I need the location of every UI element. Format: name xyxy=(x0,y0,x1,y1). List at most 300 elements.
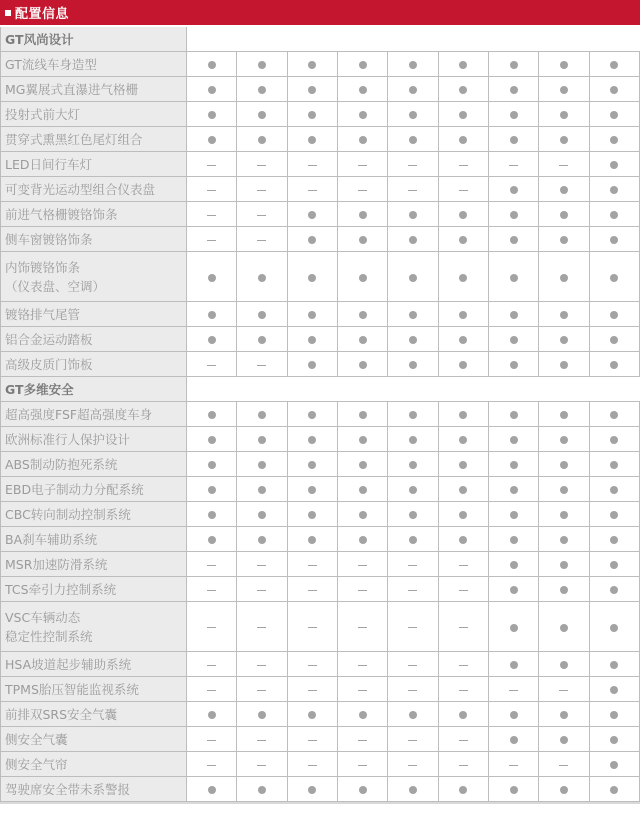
standard-dot-icon xyxy=(610,624,618,632)
spec-cell xyxy=(187,427,237,452)
not-available-dash-icon xyxy=(257,765,266,766)
spec-cell xyxy=(489,52,539,77)
spec-row-label xyxy=(1,52,187,77)
spec-cell xyxy=(539,777,589,802)
not-available-dash-icon xyxy=(207,165,216,166)
spec-label-line: GT流线车身造型 xyxy=(5,56,97,72)
standard-dot-icon xyxy=(258,536,266,544)
standard-dot-icon xyxy=(459,86,467,94)
standard-dot-icon xyxy=(409,236,417,244)
spec-cell xyxy=(288,452,338,477)
standard-dot-icon xyxy=(208,461,216,469)
spec-cell xyxy=(439,677,489,702)
standard-dot-icon xyxy=(258,61,266,69)
standard-dot-icon xyxy=(258,436,266,444)
spec-cell xyxy=(338,202,388,227)
spec-cell xyxy=(539,177,589,202)
spec-label-line: 稳定性控制系统 xyxy=(5,628,93,644)
standard-dot-icon xyxy=(560,61,568,69)
standard-dot-icon xyxy=(308,136,316,144)
standard-dot-icon xyxy=(610,211,618,219)
spec-cell xyxy=(237,177,287,202)
standard-dot-icon xyxy=(560,336,568,344)
spec-row xyxy=(1,502,640,527)
spec-label-line: 侧安全气帘 xyxy=(5,756,68,772)
standard-dot-icon xyxy=(459,536,467,544)
spec-label-line: 欧洲标准行人保护设计 xyxy=(5,431,131,447)
standard-dot-icon xyxy=(258,311,266,319)
spec-cell xyxy=(288,477,338,502)
spec-row-label xyxy=(1,777,187,802)
spec-cell xyxy=(489,577,539,602)
spec-cell xyxy=(489,727,539,752)
spec-row-label xyxy=(1,127,187,152)
standard-dot-icon xyxy=(208,511,216,519)
spec-cell xyxy=(237,477,287,502)
spec-row xyxy=(1,152,640,177)
spec-cell xyxy=(439,177,489,202)
spec-cell xyxy=(187,102,237,127)
not-available-dash-icon xyxy=(559,165,568,166)
spec-cell xyxy=(489,102,539,127)
spec-row-label xyxy=(1,477,187,502)
not-available-dash-icon xyxy=(358,627,367,628)
spec-cell xyxy=(590,327,640,352)
spec-row-label xyxy=(1,352,187,377)
spec-cell xyxy=(388,252,438,302)
spec-row-label xyxy=(1,427,187,452)
spec-cell xyxy=(288,502,338,527)
spec-cell xyxy=(237,427,287,452)
standard-dot-icon xyxy=(560,436,568,444)
spec-row xyxy=(1,702,640,727)
standard-dot-icon xyxy=(610,411,618,419)
spec-row xyxy=(1,477,640,502)
spec-cell xyxy=(388,227,438,252)
spec-cell xyxy=(288,527,338,552)
spec-cell xyxy=(288,127,338,152)
standard-dot-icon xyxy=(308,486,316,494)
standard-dot-icon xyxy=(359,511,367,519)
standard-dot-icon xyxy=(409,711,417,719)
spec-label-line: 侧安全气囊 xyxy=(5,731,68,747)
standard-dot-icon xyxy=(510,211,518,219)
not-available-dash-icon xyxy=(408,190,417,191)
standard-dot-icon xyxy=(459,211,467,219)
spec-table xyxy=(0,27,640,802)
not-available-dash-icon xyxy=(257,627,266,628)
standard-dot-icon xyxy=(510,786,518,794)
spec-cell xyxy=(539,227,589,252)
not-available-dash-icon xyxy=(257,565,266,566)
standard-dot-icon xyxy=(258,786,266,794)
section-header-row xyxy=(1,27,640,52)
standard-dot-icon xyxy=(208,786,216,794)
standard-dot-icon xyxy=(409,274,417,282)
standard-dot-icon xyxy=(510,561,518,569)
standard-dot-icon xyxy=(610,511,618,519)
standard-dot-icon xyxy=(610,186,618,194)
spec-cell xyxy=(590,52,640,77)
spec-cell xyxy=(388,102,438,127)
spec-label-line: 侧车窗镀铬饰条 xyxy=(5,231,93,247)
spec-row xyxy=(1,677,640,702)
spec-cell xyxy=(590,427,640,452)
standard-dot-icon xyxy=(560,736,568,744)
spec-row xyxy=(1,177,640,202)
standard-dot-icon xyxy=(359,461,367,469)
spec-cell xyxy=(338,127,388,152)
spec-cell xyxy=(388,702,438,727)
standard-dot-icon xyxy=(560,586,568,594)
spec-label-line: 贯穿式熏黑红色尾灯组合 xyxy=(5,131,143,147)
spec-row-label xyxy=(1,227,187,252)
spec-cell xyxy=(439,702,489,727)
spec-label-line: LED日间行车灯 xyxy=(5,156,92,172)
spec-row-label xyxy=(1,77,187,102)
spec-cell xyxy=(388,552,438,577)
spec-cell xyxy=(187,552,237,577)
spec-cell xyxy=(187,77,237,102)
standard-dot-icon xyxy=(560,786,568,794)
spec-label-line: 驾驶席安全带未系警报 xyxy=(5,781,131,797)
standard-dot-icon xyxy=(610,274,618,282)
standard-dot-icon xyxy=(510,736,518,744)
not-available-dash-icon xyxy=(408,740,417,741)
spec-cell xyxy=(489,352,539,377)
standard-dot-icon xyxy=(560,211,568,219)
standard-dot-icon xyxy=(510,136,518,144)
standard-dot-icon xyxy=(409,436,417,444)
spec-cell xyxy=(288,352,338,377)
spec-label-line: 前进气格栅镀铬饰条 xyxy=(5,206,118,222)
spec-cell xyxy=(439,727,489,752)
spec-cell xyxy=(237,352,287,377)
spec-row xyxy=(1,602,640,652)
spec-cell xyxy=(539,427,589,452)
spec-cell xyxy=(187,402,237,427)
spec-cell xyxy=(388,502,438,527)
not-available-dash-icon xyxy=(257,690,266,691)
spec-row xyxy=(1,102,640,127)
spec-label-line: TPMS胎压智能监视系统 xyxy=(5,681,139,697)
spec-cell xyxy=(590,602,640,652)
standard-dot-icon xyxy=(359,311,367,319)
spec-cell xyxy=(237,502,287,527)
spec-row-label xyxy=(1,452,187,477)
spec-cell xyxy=(237,652,287,677)
standard-dot-icon xyxy=(560,236,568,244)
standard-dot-icon xyxy=(610,586,618,594)
spec-label-line: 前排双SRS安全气囊 xyxy=(5,706,118,722)
spec-cell xyxy=(187,327,237,352)
spec-cell xyxy=(338,52,388,77)
spec-cell xyxy=(338,327,388,352)
spec-cell xyxy=(237,302,287,327)
standard-dot-icon xyxy=(359,61,367,69)
spec-cell xyxy=(539,452,589,477)
spec-row-label xyxy=(1,652,187,677)
spec-label-line: CBC转向制动控制系统 xyxy=(5,506,131,522)
section-title: GT风尚设计 xyxy=(1,27,187,52)
spec-cell xyxy=(338,102,388,127)
standard-dot-icon xyxy=(308,536,316,544)
spec-cell xyxy=(439,52,489,77)
spec-cell xyxy=(187,727,237,752)
not-available-dash-icon xyxy=(207,665,216,666)
spec-cell xyxy=(187,777,237,802)
spec-cell xyxy=(237,202,287,227)
spec-cell xyxy=(187,152,237,177)
spec-label-line: EBD电子制动力分配系统 xyxy=(5,481,144,497)
standard-dot-icon xyxy=(258,461,266,469)
standard-dot-icon xyxy=(409,361,417,369)
standard-dot-icon xyxy=(308,86,316,94)
not-available-dash-icon xyxy=(408,765,417,766)
standard-dot-icon xyxy=(510,311,518,319)
spec-cell xyxy=(237,52,287,77)
not-available-dash-icon xyxy=(308,565,317,566)
not-available-dash-icon xyxy=(459,740,468,741)
spec-cell xyxy=(590,477,640,502)
spec-cell xyxy=(439,102,489,127)
spec-cell xyxy=(439,127,489,152)
spec-cell xyxy=(388,727,438,752)
standard-dot-icon xyxy=(510,436,518,444)
not-available-dash-icon xyxy=(459,627,468,628)
spec-cell xyxy=(590,452,640,477)
standard-dot-icon xyxy=(409,486,417,494)
not-available-dash-icon xyxy=(559,690,568,691)
standard-dot-icon xyxy=(409,511,417,519)
spec-cell xyxy=(590,752,640,777)
spec-row xyxy=(1,52,640,77)
spec-cell xyxy=(590,77,640,102)
spec-cell xyxy=(439,452,489,477)
standard-dot-icon xyxy=(610,161,618,169)
spec-cell xyxy=(288,77,338,102)
not-available-dash-icon xyxy=(358,765,367,766)
spec-cell xyxy=(288,652,338,677)
spec-cell xyxy=(489,202,539,227)
not-available-dash-icon xyxy=(207,690,216,691)
standard-dot-icon xyxy=(459,311,467,319)
spec-row xyxy=(1,427,640,452)
spec-row-label xyxy=(1,502,187,527)
standard-dot-icon xyxy=(510,236,518,244)
not-available-dash-icon xyxy=(358,690,367,691)
not-available-dash-icon xyxy=(358,590,367,591)
spec-cell xyxy=(439,327,489,352)
standard-dot-icon xyxy=(610,661,618,669)
spec-cell xyxy=(539,302,589,327)
spec-label-line: MG翼展式直瀑进气格栅 xyxy=(5,81,138,97)
standard-dot-icon xyxy=(208,86,216,94)
spec-cell xyxy=(187,177,237,202)
spec-row xyxy=(1,127,640,152)
standard-dot-icon xyxy=(610,486,618,494)
spec-cell xyxy=(439,152,489,177)
not-available-dash-icon xyxy=(308,665,317,666)
section-header-fill xyxy=(187,27,640,52)
spec-cell xyxy=(338,727,388,752)
spec-cell xyxy=(489,677,539,702)
standard-dot-icon xyxy=(258,274,266,282)
standard-dot-icon xyxy=(258,136,266,144)
standard-dot-icon xyxy=(510,336,518,344)
standard-dot-icon xyxy=(510,624,518,632)
standard-dot-icon xyxy=(510,486,518,494)
not-available-dash-icon xyxy=(408,665,417,666)
spec-cell xyxy=(237,327,287,352)
standard-dot-icon xyxy=(459,436,467,444)
standard-dot-icon xyxy=(409,336,417,344)
spec-row-label xyxy=(1,252,187,302)
not-available-dash-icon xyxy=(207,240,216,241)
spec-cell xyxy=(439,227,489,252)
spec-cell xyxy=(439,352,489,377)
spec-label-line: BA刹车辅助系统 xyxy=(5,531,98,547)
spec-cell xyxy=(590,202,640,227)
standard-dot-icon xyxy=(610,461,618,469)
standard-dot-icon xyxy=(258,86,266,94)
standard-dot-icon xyxy=(610,311,618,319)
spec-row xyxy=(1,552,640,577)
standard-dot-icon xyxy=(459,336,467,344)
spec-cell xyxy=(590,702,640,727)
standard-dot-icon xyxy=(510,711,518,719)
standard-dot-icon xyxy=(510,411,518,419)
spec-cell xyxy=(539,127,589,152)
spec-row xyxy=(1,402,640,427)
standard-dot-icon xyxy=(610,561,618,569)
standard-dot-icon xyxy=(208,111,216,119)
spec-cell xyxy=(288,302,338,327)
spec-cell xyxy=(338,652,388,677)
standard-dot-icon xyxy=(308,111,316,119)
spec-cell xyxy=(187,127,237,152)
spec-row-label xyxy=(1,327,187,352)
not-available-dash-icon xyxy=(559,765,568,766)
standard-dot-icon xyxy=(510,361,518,369)
standard-dot-icon xyxy=(208,61,216,69)
spec-cell xyxy=(388,52,438,77)
spec-cell xyxy=(590,302,640,327)
spec-cell xyxy=(439,77,489,102)
spec-cell xyxy=(187,452,237,477)
spec-cell xyxy=(288,252,338,302)
spec-label-line: HSA坡道起步辅助系统 xyxy=(5,656,132,672)
standard-dot-icon xyxy=(359,136,367,144)
spec-cell xyxy=(288,327,338,352)
spec-row-label xyxy=(1,202,187,227)
spec-cell xyxy=(590,252,640,302)
spec-cell xyxy=(590,527,640,552)
not-available-dash-icon xyxy=(408,627,417,628)
standard-dot-icon xyxy=(258,411,266,419)
not-available-dash-icon xyxy=(358,740,367,741)
standard-dot-icon xyxy=(258,486,266,494)
standard-dot-icon xyxy=(510,661,518,669)
standard-dot-icon xyxy=(208,486,216,494)
spec-cell xyxy=(489,652,539,677)
section-header-fill xyxy=(187,377,640,402)
spec-cell xyxy=(489,527,539,552)
spec-cell xyxy=(489,702,539,727)
spec-cell xyxy=(338,252,388,302)
spec-cell xyxy=(388,477,438,502)
spec-label-line: 超高强度FSF超高强度车身 xyxy=(5,406,153,422)
standard-dot-icon xyxy=(459,274,467,282)
spec-cell xyxy=(489,452,539,477)
standard-dot-icon xyxy=(560,311,568,319)
spec-cell xyxy=(288,752,338,777)
spec-cell xyxy=(288,727,338,752)
standard-dot-icon xyxy=(208,136,216,144)
standard-dot-icon xyxy=(560,511,568,519)
standard-dot-icon xyxy=(409,786,417,794)
spec-cell xyxy=(338,477,388,502)
spec-cell xyxy=(439,527,489,552)
standard-dot-icon xyxy=(560,361,568,369)
standard-dot-icon xyxy=(359,236,367,244)
not-available-dash-icon xyxy=(207,190,216,191)
not-available-dash-icon xyxy=(459,190,468,191)
spec-cell xyxy=(489,152,539,177)
spec-cell xyxy=(187,202,237,227)
standard-dot-icon xyxy=(359,274,367,282)
spec-label-line: 投射式前大灯 xyxy=(5,106,81,122)
standard-dot-icon xyxy=(409,61,417,69)
standard-dot-icon xyxy=(610,236,618,244)
spec-row-label xyxy=(1,702,187,727)
spec-cell xyxy=(237,677,287,702)
spec-cell xyxy=(539,727,589,752)
not-available-dash-icon xyxy=(408,590,417,591)
standard-dot-icon xyxy=(258,336,266,344)
spec-cell xyxy=(489,502,539,527)
standard-dot-icon xyxy=(459,236,467,244)
spec-cell xyxy=(237,127,287,152)
not-available-dash-icon xyxy=(257,165,266,166)
spec-label-line: 铝合金运动踏板 xyxy=(5,331,93,347)
standard-dot-icon xyxy=(208,311,216,319)
spec-cell xyxy=(338,702,388,727)
spec-cell xyxy=(539,752,589,777)
standard-dot-icon xyxy=(359,486,367,494)
spec-cell xyxy=(590,727,640,752)
spec-cell xyxy=(590,102,640,127)
spec-cell xyxy=(338,752,388,777)
standard-dot-icon xyxy=(560,411,568,419)
spec-cell xyxy=(590,152,640,177)
spec-row-label xyxy=(1,527,187,552)
spec-row xyxy=(1,527,640,552)
standard-dot-icon xyxy=(459,486,467,494)
page-title: 配置信息 xyxy=(15,7,70,22)
spec-cell xyxy=(288,677,338,702)
standard-dot-icon xyxy=(610,711,618,719)
spec-cell xyxy=(338,402,388,427)
spec-label-line: VSC车辆动态 xyxy=(5,609,81,625)
spec-cell xyxy=(237,152,287,177)
not-available-dash-icon xyxy=(459,665,468,666)
standard-dot-icon xyxy=(510,461,518,469)
spec-cell xyxy=(388,452,438,477)
spec-cell xyxy=(489,477,539,502)
standard-dot-icon xyxy=(409,111,417,119)
spec-cell xyxy=(187,502,237,527)
